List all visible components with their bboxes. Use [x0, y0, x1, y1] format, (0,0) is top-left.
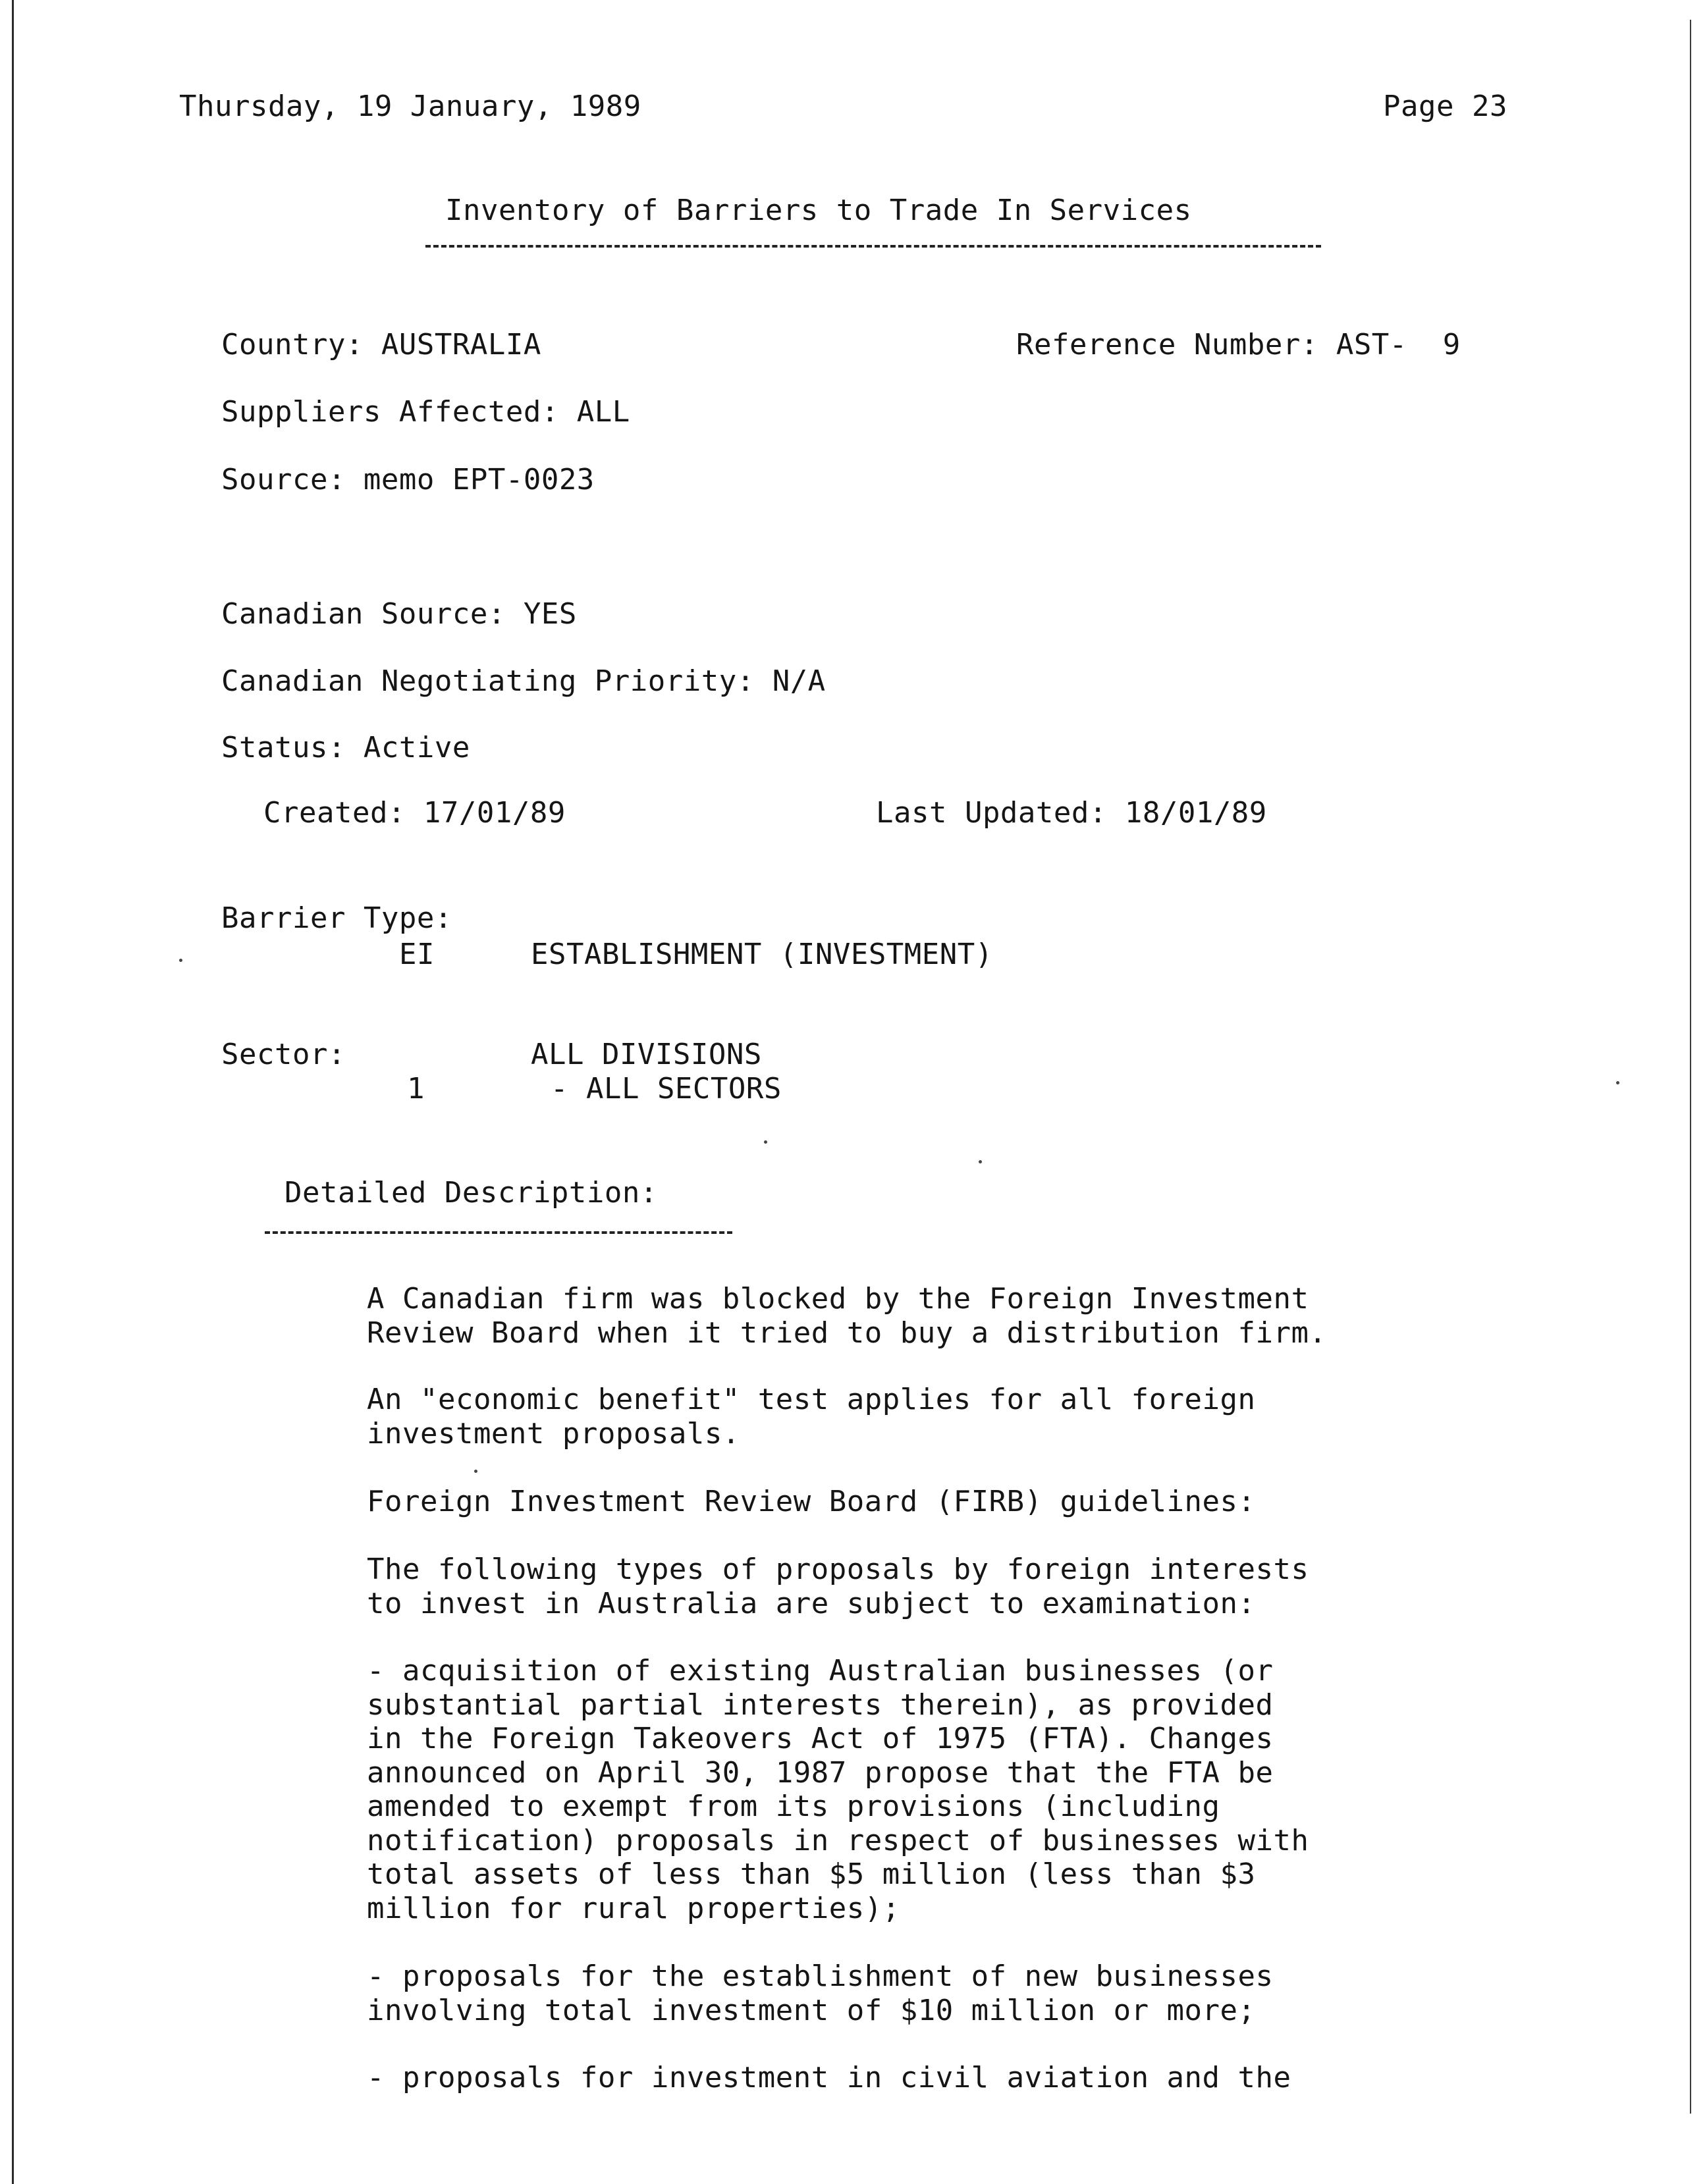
- sector-division: ALL DIVISIONS: [531, 1038, 762, 1071]
- scan-edge-left: [12, 0, 14, 2184]
- description-paragraph: A Canadian firm was blocked by the Foreign Investment Review Board when it tried to buy a distribution firm.: [367, 1282, 1327, 1350]
- scan-edge-right: [1690, 20, 1691, 2114]
- page-number: Page 23: [1383, 90, 1507, 123]
- document-title: Inventory of Barriers to Trade In Services: [445, 194, 1192, 227]
- created-date-field: Created: 17/01/89: [263, 796, 566, 830]
- description-paragraph: An "economic benefit" test applies for all foreign investment proposals.: [367, 1383, 1256, 1451]
- sector-name: - ALL SECTORS: [551, 1072, 782, 1105]
- suppliers-affected-field: Suppliers Affected: ALL: [221, 395, 630, 429]
- country-field: Country: AUSTRALIA: [221, 328, 541, 361]
- reference-number-field: Reference Number: AST- 9: [1016, 328, 1461, 361]
- barrier-type-code: EI: [399, 938, 435, 971]
- negotiating-priority-field: Canadian Negotiating Priority: N/A: [221, 664, 826, 698]
- description-paragraph: - proposals for the establishment of new businesses involving total investment of $10 million or more;: [367, 1959, 1274, 2027]
- scan-speck: [764, 1140, 767, 1144]
- sector-code: 1: [407, 1072, 425, 1105]
- title-underline: [425, 245, 1321, 248]
- scan-speck: [179, 959, 182, 962]
- barrier-type-label: Barrier Type:: [221, 901, 452, 935]
- status-field: Status: Active: [221, 731, 470, 764]
- scan-speck: [979, 1160, 982, 1163]
- description-underline: [265, 1231, 732, 1234]
- description-paragraph: - acquisition of existing Australian businesses (or substantial partial interests therein), as provided in the Foreign Takeovers Act of 1975 (FTA). Changes announced on April 30, 1987 propose that the FTA be amended to exempt from its provisions (including notification) proposals in respect of businesses with total assets of less than $5 million (less than $3 million for rural properties);: [367, 1654, 1309, 1925]
- description-paragraph: - proposals for investment in civil aviation and the: [367, 2061, 1291, 2094]
- last-updated-field: Last Updated: 18/01/89: [876, 796, 1267, 830]
- description-paragraph: The following types of proposals by foreign interests to invest in Australia are subject to examination:: [367, 1553, 1309, 1620]
- barrier-type-name: ESTABLISHMENT (INVESTMENT): [531, 938, 993, 971]
- header-date: Thursday, 19 January, 1989: [179, 90, 641, 123]
- scan-speck: [474, 1470, 477, 1473]
- canadian-source-field: Canadian Source: YES: [221, 597, 577, 631]
- source-field: Source: memo EPT-0023: [221, 463, 595, 496]
- description-heading: Detailed Description:: [284, 1176, 658, 1210]
- scan-speck: [1616, 1081, 1619, 1084]
- description-paragraph: Foreign Investment Review Board (FIRB) guidelines:: [367, 1485, 1256, 1518]
- sector-label: Sector:: [221, 1038, 346, 1071]
